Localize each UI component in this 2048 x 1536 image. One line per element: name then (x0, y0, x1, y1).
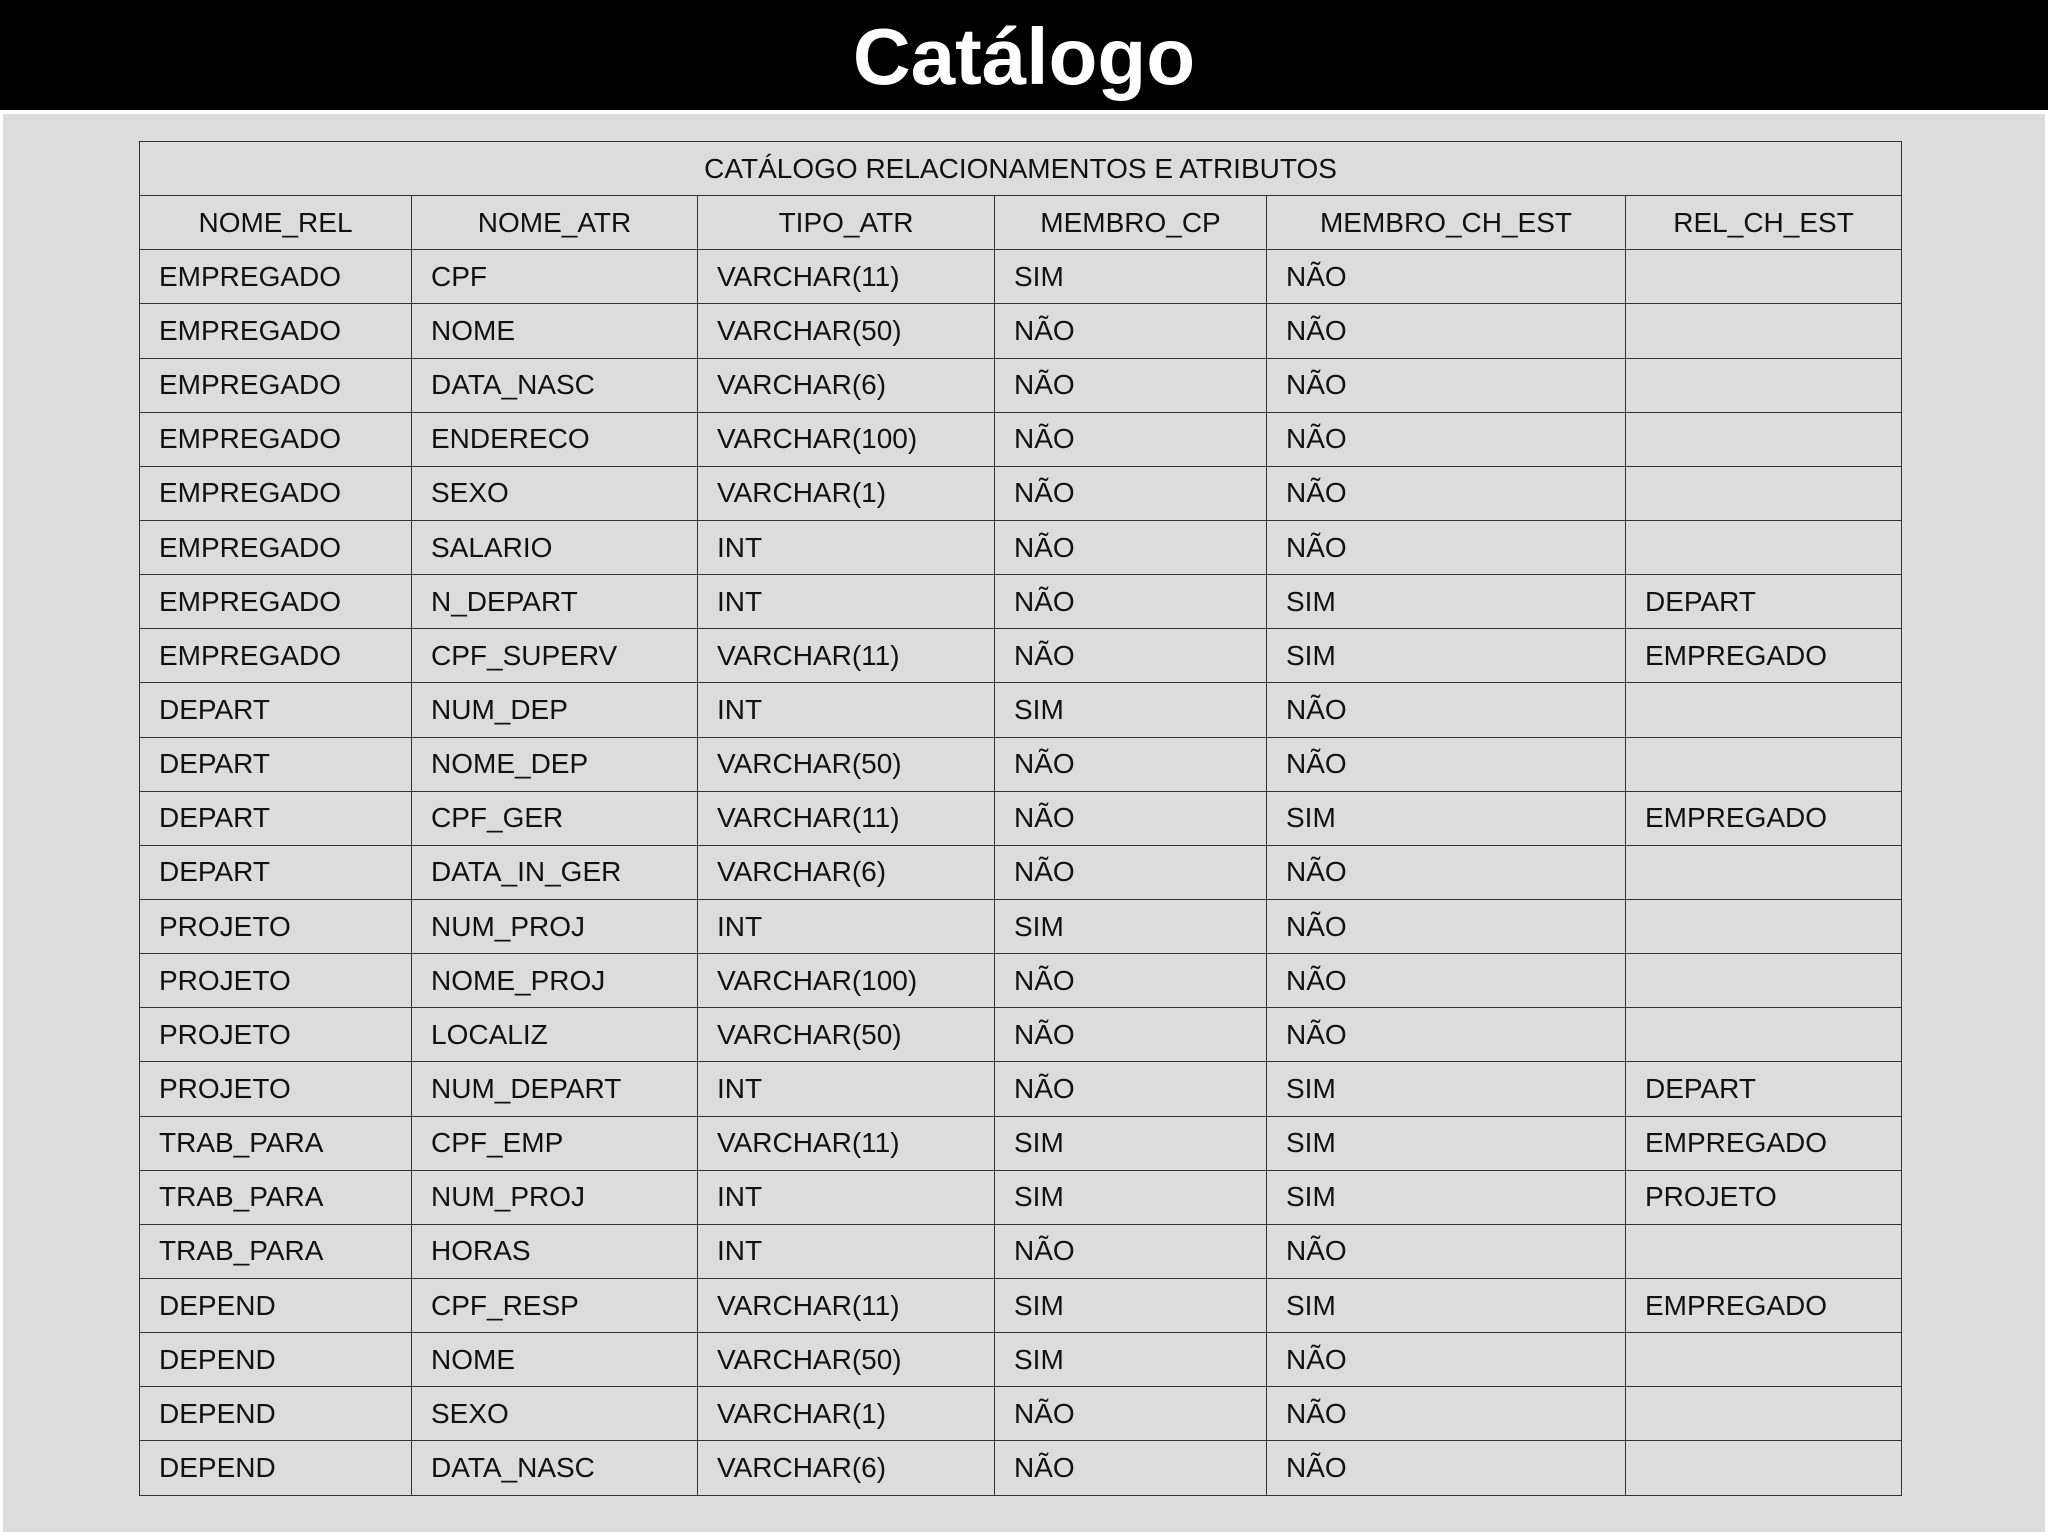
table-cell-membro-ch-est: NÃO (1267, 1333, 1626, 1387)
table-cell-membro-cp: NÃO (995, 954, 1267, 1008)
table-cell-membro-cp: NÃO (995, 1441, 1267, 1495)
table-cell-membro-cp: NÃO (995, 412, 1267, 466)
table-cell-nome-rel: DEPART (140, 737, 412, 791)
table-cell-tipo-atr: VARCHAR(11) (698, 629, 995, 683)
table-cell-nome-rel: EMPREGADO (140, 358, 412, 412)
table-cell-nome-rel: EMPREGADO (140, 466, 412, 520)
column-header-rel-ch-est: REL_CH_EST (1626, 196, 1902, 250)
table-cell-rel-ch-est (1626, 1008, 1902, 1062)
table-cell-nome-atr: ENDERECO (412, 412, 698, 466)
table-cell-membro-cp: SIM (995, 250, 1267, 304)
table-cell-rel-ch-est: PROJETO (1626, 1170, 1902, 1224)
table-cell-rel-ch-est (1626, 1387, 1902, 1441)
column-header-membro-ch-est: MEMBRO_CH_EST (1267, 196, 1626, 250)
table-cell-nome-rel: PROJETO (140, 1062, 412, 1116)
table-cell-rel-ch-est (1626, 520, 1902, 574)
table-cell-rel-ch-est (1626, 1333, 1902, 1387)
table-cell-tipo-atr: VARCHAR(50) (698, 1008, 995, 1062)
table-cell-nome-rel: DEPART (140, 791, 412, 845)
table-cell-tipo-atr: VARCHAR(11) (698, 250, 995, 304)
table-cell-membro-cp: NÃO (995, 520, 1267, 574)
table-cell-tipo-atr: VARCHAR(6) (698, 358, 995, 412)
table-cell-tipo-atr: VARCHAR(50) (698, 304, 995, 358)
table-cell-membro-ch-est: SIM (1267, 1170, 1626, 1224)
table-cell-membro-ch-est: NÃO (1267, 1387, 1626, 1441)
table-cell-nome-atr: NUM_PROJ (412, 899, 698, 953)
table-cell-nome-rel: EMPREGADO (140, 520, 412, 574)
table-cell-membro-cp: SIM (995, 1116, 1267, 1170)
table-row (140, 791, 1902, 845)
table-cell-nome-rel: EMPREGADO (140, 575, 412, 629)
table-cell-membro-cp: SIM (995, 1170, 1267, 1224)
table-cell-nome-atr: CPF_EMP (412, 1116, 698, 1170)
table-cell-nome-atr: HORAS (412, 1224, 698, 1278)
table-cell-membro-ch-est: NÃO (1267, 358, 1626, 412)
column-header-nome-rel: NOME_REL (140, 196, 412, 250)
table-cell-rel-ch-est (1626, 845, 1902, 899)
table-row (140, 412, 1902, 466)
table-cell-membro-ch-est: SIM (1267, 629, 1626, 683)
table-cell-nome-rel: DEPART (140, 845, 412, 899)
table-cell-rel-ch-est (1626, 1441, 1902, 1495)
table-cell-membro-cp: NÃO (995, 466, 1267, 520)
table-cell-nome-atr: LOCALIZ (412, 1008, 698, 1062)
table-cell-rel-ch-est (1626, 358, 1902, 412)
table-cell-membro-ch-est: NÃO (1267, 954, 1626, 1008)
table-cell-rel-ch-est: EMPREGADO (1626, 791, 1902, 845)
table-cell-nome-rel: DEPEND (140, 1278, 412, 1332)
table-cell-rel-ch-est (1626, 304, 1902, 358)
table-cell-nome-atr: SEXO (412, 466, 698, 520)
table-cell-nome-atr: NOME (412, 1333, 698, 1387)
table-row (140, 250, 1902, 304)
table-cell-nome-atr: CPF_GER (412, 791, 698, 845)
table-cell-tipo-atr: VARCHAR(100) (698, 412, 995, 466)
table-cell-membro-cp: NÃO (995, 791, 1267, 845)
table-cell-tipo-atr: INT (698, 575, 995, 629)
table-row (140, 466, 1902, 520)
table-cell-tipo-atr: INT (698, 1170, 995, 1224)
table-cell-nome-rel: TRAB_PARA (140, 1170, 412, 1224)
table-cell-nome-rel: DEPART (140, 683, 412, 737)
table-row (140, 1170, 1902, 1224)
table-cell-nome-rel: EMPREGADO (140, 250, 412, 304)
table-cell-membro-ch-est: NÃO (1267, 1224, 1626, 1278)
table-cell-membro-ch-est: NÃO (1267, 412, 1626, 466)
table-cell-nome-rel: DEPEND (140, 1387, 412, 1441)
table-cell-membro-ch-est: NÃO (1267, 899, 1626, 953)
table-cell-tipo-atr: VARCHAR(1) (698, 466, 995, 520)
table-row (140, 1278, 1902, 1332)
table-cell-rel-ch-est (1626, 1224, 1902, 1278)
table-cell-membro-cp: NÃO (995, 1008, 1267, 1062)
column-header-membro-cp: MEMBRO_CP (995, 196, 1267, 250)
table-cell-rel-ch-est: DEPART (1626, 575, 1902, 629)
table-cell-tipo-atr: VARCHAR(6) (698, 845, 995, 899)
table-cell-membro-ch-est: NÃO (1267, 1008, 1626, 1062)
table-cell-nome-rel: TRAB_PARA (140, 1116, 412, 1170)
table-cell-rel-ch-est (1626, 737, 1902, 791)
table-row (140, 845, 1902, 899)
table-cell-nome-atr: NUM_DEPART (412, 1062, 698, 1116)
table-cell-membro-ch-est: NÃO (1267, 520, 1626, 574)
table-cell-nome-rel: DEPEND (140, 1441, 412, 1495)
table-row (140, 304, 1902, 358)
table-cell-rel-ch-est (1626, 954, 1902, 1008)
table-cell-nome-atr: SALARIO (412, 520, 698, 574)
table-cell-membro-cp: NÃO (995, 304, 1267, 358)
table-cell-tipo-atr: INT (698, 899, 995, 953)
table-cell-membro-cp: NÃO (995, 575, 1267, 629)
table-cell-tipo-atr: VARCHAR(50) (698, 1333, 995, 1387)
table-cell-rel-ch-est: EMPREGADO (1626, 1278, 1902, 1332)
table-cell-nome-rel: DEPEND (140, 1333, 412, 1387)
table-cell-membro-ch-est: NÃO (1267, 1441, 1626, 1495)
table-cell-nome-atr: NUM_PROJ (412, 1170, 698, 1224)
title-bar (0, 0, 2048, 110)
table-cell-membro-ch-est: NÃO (1267, 304, 1626, 358)
table-cell-membro-ch-est: NÃO (1267, 683, 1626, 737)
table-row (140, 737, 1902, 791)
table-cell-tipo-atr: VARCHAR(11) (698, 1116, 995, 1170)
table-row (140, 1062, 1902, 1116)
table-row (140, 1333, 1902, 1387)
table-row (140, 683, 1902, 737)
table-cell-membro-ch-est: SIM (1267, 791, 1626, 845)
table-cell-tipo-atr: VARCHAR(50) (698, 737, 995, 791)
table-cell-nome-atr: NOME_PROJ (412, 954, 698, 1008)
table-cell-nome-atr: N_DEPART (412, 575, 698, 629)
column-header-nome-atr: NOME_ATR (412, 196, 698, 250)
table-cell-nome-rel: EMPREGADO (140, 629, 412, 683)
table-cell-membro-cp: NÃO (995, 358, 1267, 412)
table-cell-nome-atr: NOME (412, 304, 698, 358)
table-cell-rel-ch-est (1626, 466, 1902, 520)
table-cell-rel-ch-est: DEPART (1626, 1062, 1902, 1116)
table-cell-membro-ch-est: SIM (1267, 1062, 1626, 1116)
table-row (140, 629, 1902, 683)
table-cell-nome-rel: EMPREGADO (140, 304, 412, 358)
table-row (140, 575, 1902, 629)
table-cell-rel-ch-est (1626, 899, 1902, 953)
column-header-tipo-atr: TIPO_ATR (698, 196, 995, 250)
table-cell-membro-cp: NÃO (995, 1062, 1267, 1116)
table-cell-rel-ch-est (1626, 250, 1902, 304)
table-cell-rel-ch-est: EMPREGADO (1626, 629, 1902, 683)
table-cell-rel-ch-est (1626, 412, 1902, 466)
table-row (140, 899, 1902, 953)
page-title: Catálogo (852, 12, 1196, 101)
header-row (140, 196, 1902, 250)
table-cell-rel-ch-est (1626, 683, 1902, 737)
table-cell-tipo-atr: INT (698, 1062, 995, 1116)
table-cell-membro-cp: NÃO (995, 845, 1267, 899)
table-cell-nome-atr: NUM_DEP (412, 683, 698, 737)
table-cell-tipo-atr: VARCHAR(11) (698, 791, 995, 845)
table-cell-nome-atr: SEXO (412, 1387, 698, 1441)
table-cell-membro-ch-est: NÃO (1267, 250, 1626, 304)
table-cell-tipo-atr: INT (698, 1224, 995, 1278)
table-cell-nome-rel: PROJETO (140, 1008, 412, 1062)
catalog-table (139, 141, 1902, 1496)
table-cell-membro-ch-est: NÃO (1267, 845, 1626, 899)
table-cell-membro-ch-est: SIM (1267, 1116, 1626, 1170)
table-cell-tipo-atr: INT (698, 520, 995, 574)
table-cell-membro-cp: SIM (995, 1333, 1267, 1387)
table-cell-membro-cp: SIM (995, 1278, 1267, 1332)
table-row (140, 1441, 1902, 1495)
table-cell-membro-cp: NÃO (995, 1224, 1267, 1278)
table-cell-membro-ch-est: SIM (1267, 1278, 1626, 1332)
table-row (140, 1008, 1902, 1062)
table-cell-nome-rel: TRAB_PARA (140, 1224, 412, 1278)
table-row (140, 1387, 1902, 1441)
table-cell-nome-rel: PROJETO (140, 954, 412, 1008)
table-row (140, 954, 1902, 1008)
table-cell-nome-atr: CPF (412, 250, 698, 304)
table-row (140, 358, 1902, 412)
table-row (140, 1116, 1902, 1170)
table-body (140, 250, 1902, 1495)
table-cell-tipo-atr: VARCHAR(100) (698, 954, 995, 1008)
table-cell-membro-cp: SIM (995, 683, 1267, 737)
table-row (140, 520, 1902, 574)
table-cell-nome-atr: NOME_DEP (412, 737, 698, 791)
table-cell-rel-ch-est: EMPREGADO (1626, 1116, 1902, 1170)
table-cell-tipo-atr: VARCHAR(11) (698, 1278, 995, 1332)
table-cell-nome-rel: EMPREGADO (140, 412, 412, 466)
content-area (3, 114, 2045, 1532)
table-cell-nome-atr: DATA_NASC (412, 358, 698, 412)
table-cell-membro-cp: NÃO (995, 737, 1267, 791)
table-cell-nome-atr: CPF_SUPERV (412, 629, 698, 683)
caption-row (140, 142, 1902, 196)
table-cell-tipo-atr: VARCHAR(6) (698, 1441, 995, 1495)
table-cell-nome-atr: DATA_NASC (412, 1441, 698, 1495)
table-row (140, 1224, 1902, 1278)
table-cell-membro-ch-est: NÃO (1267, 737, 1626, 791)
table-cell-membro-ch-est: SIM (1267, 575, 1626, 629)
table-cell-membro-ch-est: NÃO (1267, 466, 1626, 520)
table-cell-nome-atr: CPF_RESP (412, 1278, 698, 1332)
table-cell-nome-rel: PROJETO (140, 899, 412, 953)
table-cell-membro-cp: NÃO (995, 1387, 1267, 1441)
table-caption: CATÁLOGO RELACIONAMENTOS E ATRIBUTOS (140, 142, 1902, 196)
table-cell-membro-cp: SIM (995, 899, 1267, 953)
table-cell-tipo-atr: INT (698, 683, 995, 737)
table-cell-nome-atr: DATA_IN_GER (412, 845, 698, 899)
table-cell-membro-cp: NÃO (995, 629, 1267, 683)
table-cell-tipo-atr: VARCHAR(1) (698, 1387, 995, 1441)
